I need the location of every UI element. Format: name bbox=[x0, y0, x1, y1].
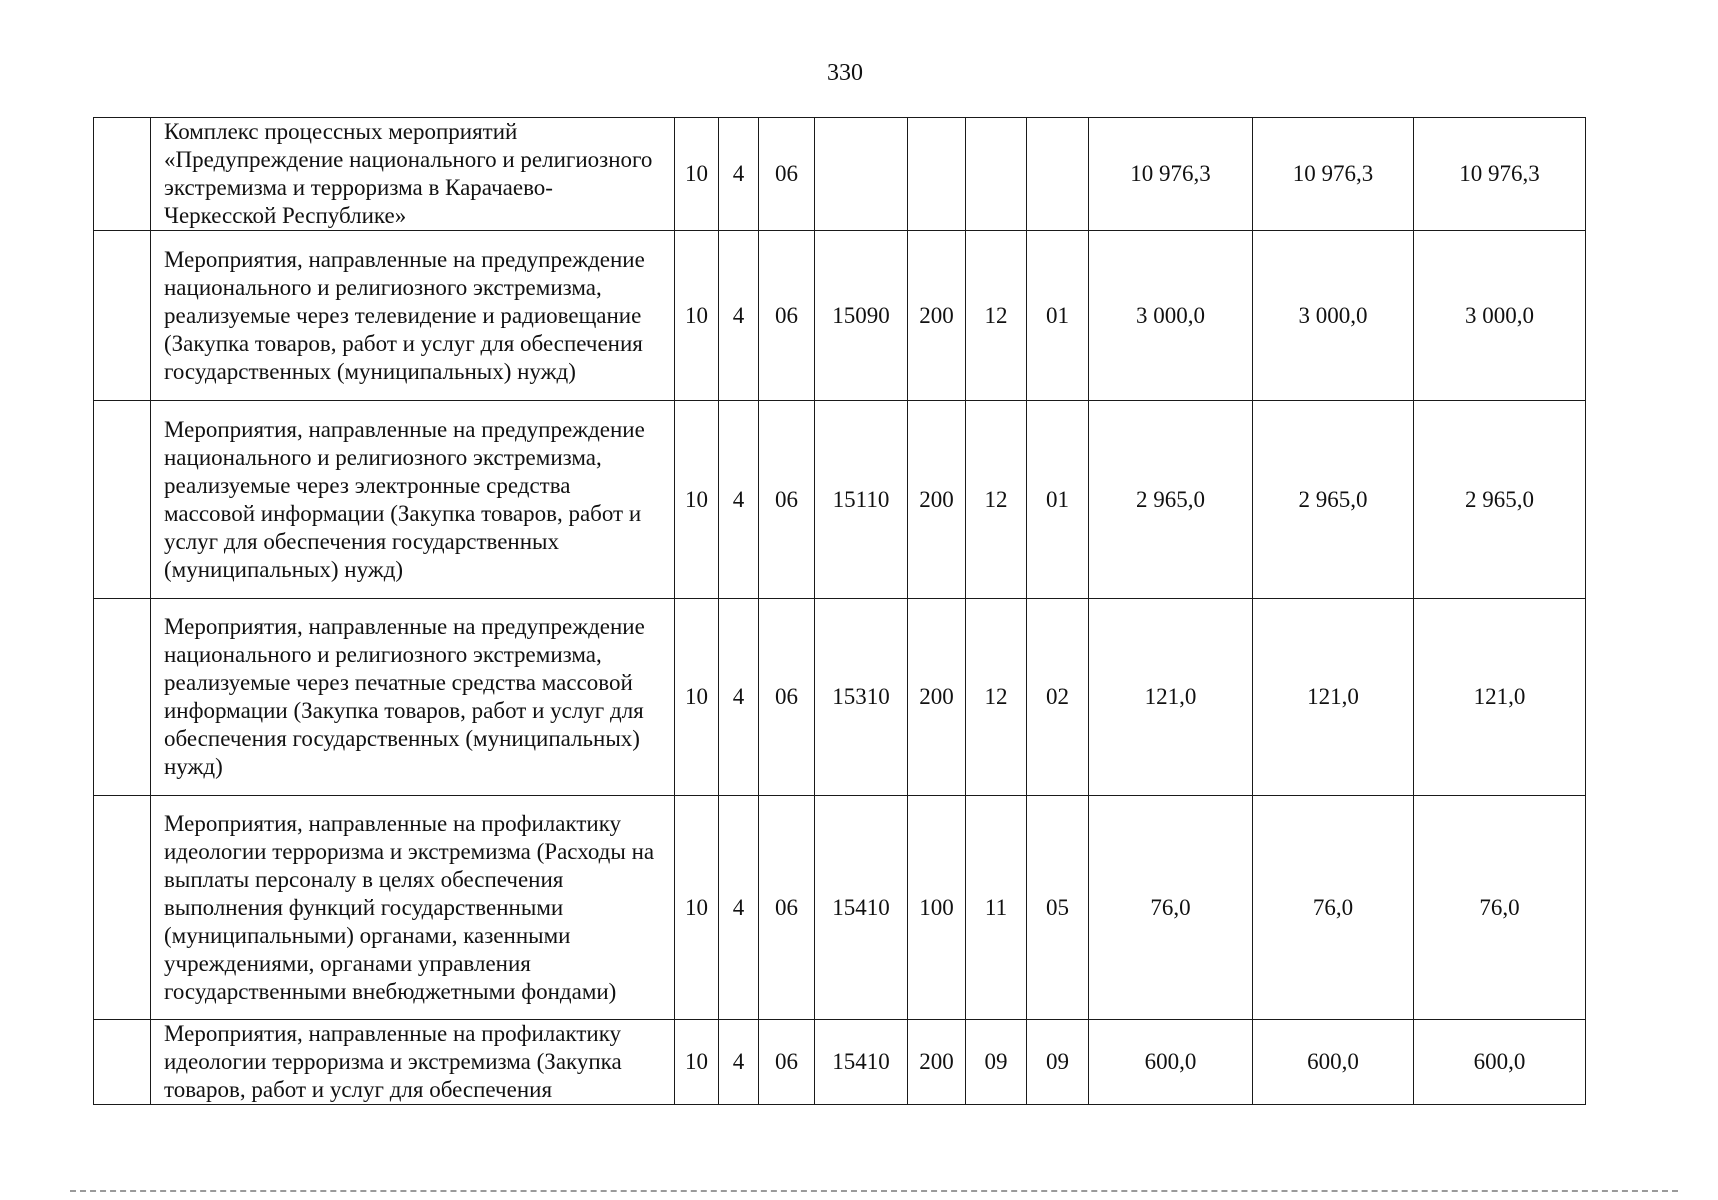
code-subprogram: 06 bbox=[759, 401, 815, 599]
amount-3: 121,0 bbox=[1414, 599, 1586, 796]
amount-1: 3 000,0 bbox=[1089, 231, 1253, 401]
code-direction: 15410 bbox=[815, 1020, 908, 1105]
amount-2: 76,0 bbox=[1253, 796, 1414, 1020]
code-subdivision: 05 bbox=[1027, 796, 1089, 1020]
code-subprogram: 06 bbox=[759, 118, 815, 231]
table-row bbox=[94, 401, 1586, 599]
code-subdivision: 01 bbox=[1027, 231, 1089, 401]
code-section: 10 bbox=[675, 118, 719, 231]
code-subdivision bbox=[1027, 118, 1089, 231]
code-subdivision: 02 bbox=[1027, 599, 1089, 796]
code-program: 4 bbox=[719, 1020, 759, 1105]
code-subprogram: 06 bbox=[759, 599, 815, 796]
amount-2: 600,0 bbox=[1253, 1020, 1414, 1105]
code-direction bbox=[815, 118, 908, 231]
amount-2: 10 976,3 bbox=[1253, 118, 1414, 231]
amount-1: 2 965,0 bbox=[1089, 401, 1253, 599]
page-number: 330 bbox=[827, 60, 863, 86]
row-name: Мероприятия, направленные на профилактику идеологии терроризма и экстремизма (Закупка товаров, работ и услуг для обеспечения bbox=[151, 1020, 675, 1105]
code-subdivision: 01 bbox=[1027, 401, 1089, 599]
amount-3: 10 976,3 bbox=[1414, 118, 1586, 231]
code-division: 12 bbox=[966, 231, 1027, 401]
code-direction: 15410 bbox=[815, 796, 908, 1020]
code-program: 4 bbox=[719, 796, 759, 1020]
code-program: 4 bbox=[719, 401, 759, 599]
blank-cell bbox=[94, 1020, 151, 1105]
budget-table bbox=[93, 117, 1586, 1105]
amount-3: 3 000,0 bbox=[1414, 231, 1586, 401]
code-division: 09 bbox=[966, 1020, 1027, 1105]
blank-cell bbox=[94, 118, 151, 231]
code-section: 10 bbox=[675, 231, 719, 401]
row-name: Мероприятия, направленные на предупреждение национального и религиозного экстремизма, реализуемые через печатные средства массовой информации (Закупка товаров, работ и услуг для обеспечения государственных (муниципальных) нужд) bbox=[151, 599, 675, 796]
table-row bbox=[94, 118, 1586, 231]
blank-cell bbox=[94, 796, 151, 1020]
amount-2: 121,0 bbox=[1253, 599, 1414, 796]
code-subprogram: 06 bbox=[759, 231, 815, 401]
code-expense-type: 200 bbox=[908, 401, 966, 599]
code-expense-type bbox=[908, 118, 966, 231]
amount-3: 600,0 bbox=[1414, 1020, 1586, 1105]
code-division: 12 bbox=[966, 599, 1027, 796]
code-section: 10 bbox=[675, 796, 719, 1020]
blank-cell bbox=[94, 401, 151, 599]
code-expense-type: 200 bbox=[908, 1020, 966, 1105]
amount-1: 600,0 bbox=[1089, 1020, 1253, 1105]
code-direction: 15110 bbox=[815, 401, 908, 599]
footer-rule bbox=[70, 1190, 1678, 1194]
code-section: 10 bbox=[675, 1020, 719, 1105]
amount-3: 2 965,0 bbox=[1414, 401, 1586, 599]
row-name: Комплекс процессных мероприятий «Предупреждение национального и религиозного экстремизма и терроризма в Карачаево-Черкесской Республике» bbox=[151, 118, 675, 231]
amount-2: 2 965,0 bbox=[1253, 401, 1414, 599]
amount-1: 10 976,3 bbox=[1089, 118, 1253, 231]
code-division: 12 bbox=[966, 401, 1027, 599]
amount-2: 3 000,0 bbox=[1253, 231, 1414, 401]
code-subprogram: 06 bbox=[759, 796, 815, 1020]
code-direction: 15310 bbox=[815, 599, 908, 796]
row-name: Мероприятия, направленные на профилактику идеологии терроризма и экстремизма (Расходы на выплаты персоналу в целях обеспечения выполнения функций государственными (муниципальными) органами, казенными учреждениями, органами управления государственными внебюджетными фондами) bbox=[151, 796, 675, 1020]
amount-3: 76,0 bbox=[1414, 796, 1586, 1020]
table-row bbox=[94, 599, 1586, 796]
code-expense-type: 200 bbox=[908, 599, 966, 796]
code-subprogram: 06 bbox=[759, 1020, 815, 1105]
code-program: 4 bbox=[719, 118, 759, 231]
row-name: Мероприятия, направленные на предупреждение национального и религиозного экстремизма, реализуемые через телевидение и радиовещание (Закупка товаров, работ и услуг для обеспечения государственных (муниципальных) нужд) bbox=[151, 231, 675, 401]
code-program: 4 bbox=[719, 231, 759, 401]
code-division bbox=[966, 118, 1027, 231]
table-row bbox=[94, 231, 1586, 401]
row-name: Мероприятия, направленные на предупреждение национального и религиозного экстремизма, реализуемые через электронные средства массовой информации (Закупка товаров, работ и услуг для обеспечения государственных (муниципальных) нужд) bbox=[151, 401, 675, 599]
code-division: 11 bbox=[966, 796, 1027, 1020]
code-expense-type: 200 bbox=[908, 231, 966, 401]
table-row bbox=[94, 796, 1586, 1020]
code-section: 10 bbox=[675, 401, 719, 599]
amount-1: 121,0 bbox=[1089, 599, 1253, 796]
table-row bbox=[94, 1020, 1586, 1105]
code-expense-type: 100 bbox=[908, 796, 966, 1020]
code-section: 10 bbox=[675, 599, 719, 796]
code-direction: 15090 bbox=[815, 231, 908, 401]
amount-1: 76,0 bbox=[1089, 796, 1253, 1020]
code-program: 4 bbox=[719, 599, 759, 796]
blank-cell bbox=[94, 599, 151, 796]
blank-cell bbox=[94, 231, 151, 401]
code-subdivision: 09 bbox=[1027, 1020, 1089, 1105]
